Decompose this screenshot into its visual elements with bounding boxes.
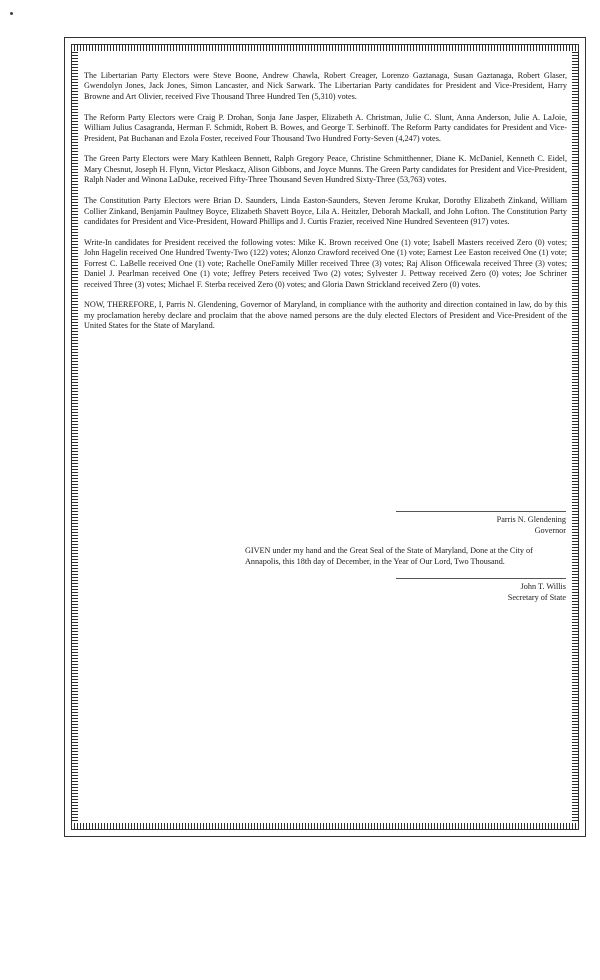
- stray-scan-mark: [10, 12, 13, 15]
- given-under-hand: GIVEN under my hand and the Great Seal of the State of Maryland, Done at the City of Annapolis, this 18th day of December, in the Year of Our Lord, Two Thousand.: [245, 546, 533, 566]
- signature-title: Secretary of State: [507, 592, 566, 602]
- signature-secretary: [396, 578, 566, 603]
- paragraph-reform: The Reform Party Electors were Craig P. Drohan, Sonja Jane Jasper, Elizabeth A. Christman, Julie C. Slunt, Anna Anderson, Julie A. LaJoie, William Julius Casagranda, Herman F. Schmidt, Robert B. Bowes, and George T. Serbinoff. The Reform Party candidates for President and Vice-President, Pat Buchanan and Ezola Foster, received Four Thousand Two Hundred Forty-Seven (4,247) votes.: [84, 112, 567, 143]
- signature-line: [396, 511, 566, 512]
- signature-governor: [396, 511, 566, 536]
- signature-line: [396, 578, 566, 579]
- paragraph-green: The Green Party Electors were Mary Kathleen Bennett, Ralph Gregory Peace, Christine Schmitthenner, Diane K. McDaniel, Kenneth C. Eidel, Mary Chesnut, Joseph H. Flynn, Victor Pleskacz, Alison Gibbons, and Joyce Munns. The Green Party candidates for President and Vice-President, Ralph Nader and Winona LaDuke, received Fifty-Three Thousand Seven Hundred Sixty-Three (53,763) votes.: [84, 154, 567, 185]
- signature-title: Governor: [534, 525, 566, 535]
- proclamation-body: [84, 71, 567, 342]
- paragraph-constitution: The Constitution Party Electors were Brian D. Saunders, Linda Easton-Saunders, Steven Jerome Krukar, Dorothy Elizabeth Zinkand, William Collier Zinkand, Benjamin Paultney Boyce, Elizabeth Shavett Boyce, Lila A. Heitzler, Deborah Mackall, and John Lofton. The Constitution Party candidates for President and Vice-President, Howard Phillips and J. Curtis Frazier, received Nine Hundred Seventeen (917) votes.: [84, 196, 567, 226]
- signature-name: Parris N. Glendening: [496, 515, 566, 524]
- signature-name: John T. Willis: [520, 582, 566, 591]
- paragraph-libertarian: The Libertarian Party Electors were Steve Boone, Andrew Chawla, Robert Creager, Lorenzo Gaztanaga, Susan Gaztanaga, Robert Glaser, Gwendolyn Jones, Jack Jones, Simon Lancaster, and Nick Sarwark. The Libertarian Party candidates for President and Vice-President, Harry Browne and Art Olivier, received Five Thousand Three Hundred Ten (5,310) votes.: [84, 71, 567, 101]
- paragraph-proclamation: NOW, THEREFORE, I, Parris N. Glendening, Governor of Maryland, in compliance with the authority and direction contained in law, do by this my proclamation hereby declare and proclaim that the above named persons are the duly elected Electors of President and Vice-President of the United States for the State of Maryland.: [84, 300, 567, 331]
- paragraph-write-in: Write-In candidates for President received the following votes: Mike K. Brown received One (1) vote; Isabell Masters received Zero (0) votes; John Hagelin received One Hundred Twenty-Two (122) votes; Alonzo Crawford received One (1) vote; Earnest Lee Easton received One (1) vote; Forrest C. LaBelle received One (1) vote; Rachelle OneFamily Miller received Three (3) votes; Raj Alison Officewala received Three (3) votes; Daniel J. Pearlman received One (1) vote; Jeffrey Peters received Two (2) votes; Sylvester J. Pettway received Zero (0) votes; Joe Schriner received Three (3) votes; Michael F. Sterba received Zero (0) votes; and Gloria Dawn Strickland received Zero (0) votes.: [84, 237, 567, 289]
